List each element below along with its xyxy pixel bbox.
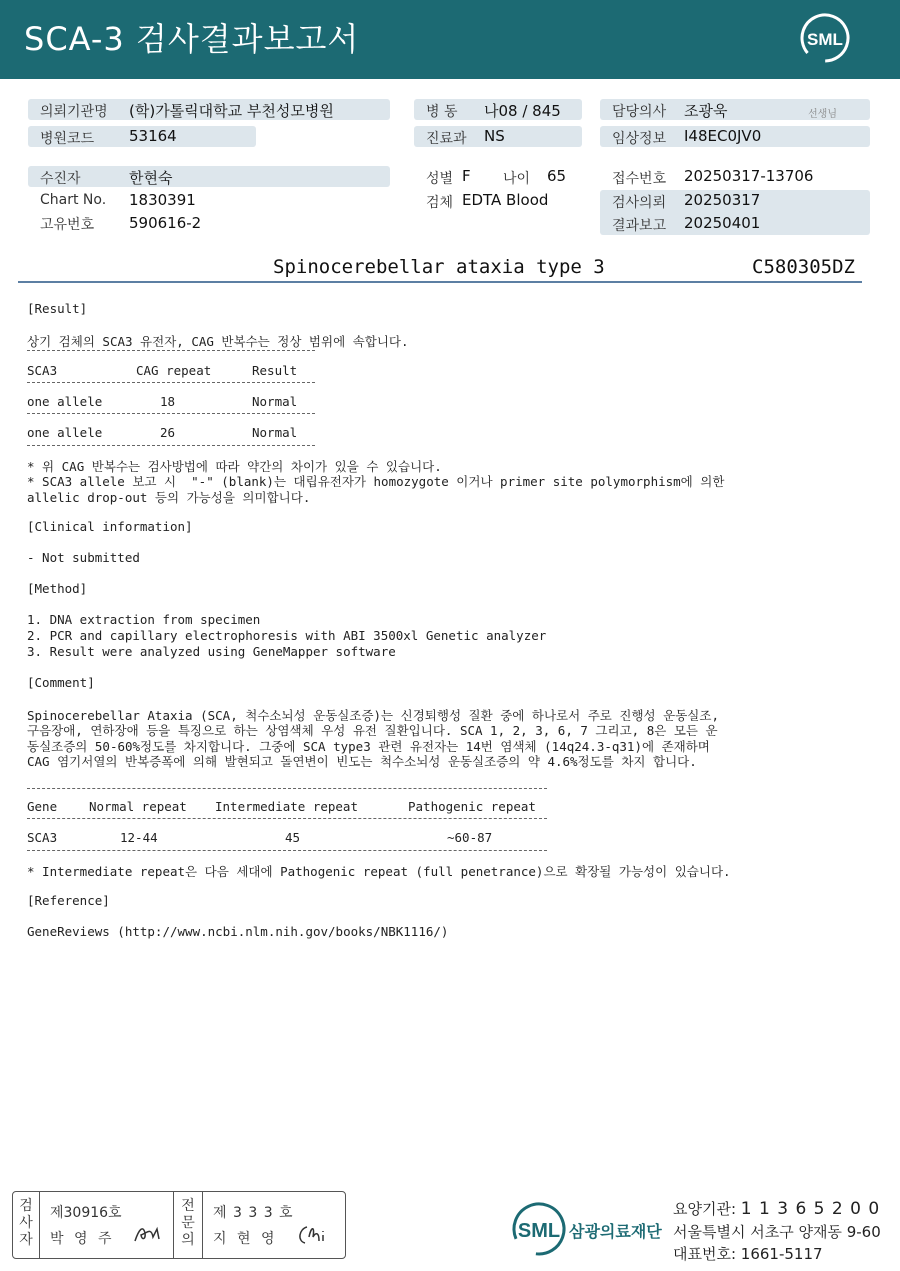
org-code-label: 요양기관:: [673, 1200, 737, 1218]
svg-text:SML: SML: [807, 30, 843, 49]
chart-value: 1830391: [129, 191, 196, 209]
patient-label: 수진자: [40, 171, 81, 187]
specialist-license: 제 3 3 3 호: [213, 1205, 294, 1221]
sml-logo-icon: [799, 12, 851, 64]
method-heading: [Method]: [27, 581, 88, 596]
table-divider: [27, 818, 547, 819]
report-header: [0, 0, 900, 79]
table-divider: [27, 382, 315, 383]
table-cell: 18: [160, 394, 176, 409]
org-name: 삼광의료재단: [569, 1222, 662, 1241]
comment-line: Spinocerebellar Ataxia (SCA, 척수소뇌성 운동실조증)는 신경퇴행성 질환 중에 하나로서 주로 진행성 운동실조,: [27, 708, 719, 723]
method-item: 3. Result were analyzed using GeneMapper software: [27, 644, 396, 659]
comment-line: 구음장애, 연하장애 등을 특징으로 하는 상염색체 우성 유전 질환입니다. SCA 1, 2, 3, 6, 7 그리고, 8은 모든 운: [27, 723, 718, 738]
table-cell: 45: [285, 830, 301, 845]
org-code-line: [673, 1198, 880, 1219]
examiner-label: 검사자: [19, 1198, 33, 1248]
report-value: 20250401: [684, 214, 761, 232]
institution-label: 의뢰기관명: [40, 104, 108, 120]
age-label: 나이: [503, 171, 531, 187]
dept-value: NS: [484, 127, 505, 145]
table-cell: 26: [160, 425, 176, 440]
request-value: 20250317: [684, 191, 761, 209]
test-name: Spinocerebellar ataxia type 3: [273, 256, 605, 278]
title-rule: [18, 281, 862, 283]
note-2b: allelic drop-out 등의 가능성을 의미합니다.: [27, 490, 311, 505]
table-row: one allele: [27, 394, 103, 409]
svg-text:SML: SML: [517, 1220, 561, 1242]
method-item: 1. DNA extraction from specimen: [27, 612, 261, 627]
accession-value: 20250317-13706: [684, 167, 814, 185]
report-label: 결과보고: [612, 218, 667, 234]
accession-label: 접수번호: [612, 171, 667, 187]
gene-col-normal: Normal repeat: [89, 799, 187, 814]
request-label: 검사의뢰: [612, 195, 667, 211]
org-phone-label: 대표번호:: [673, 1245, 737, 1263]
clinical-label: 임상정보: [612, 131, 667, 147]
note-1: * 위 CAG 반복수는 검사방법에 따라 약간의 차이가 있을 수 있습니다.: [27, 459, 442, 474]
divider: [202, 1192, 203, 1258]
comment-line: 동실조증의 50-60%정도를 차지합니다. 그중에 SCA type3 관련 유전자는 14번 염색체 (14q24.3-q31)에 존재하며: [27, 739, 710, 754]
table-divider: [27, 350, 315, 351]
reference-heading: [Reference]: [27, 893, 110, 908]
gene-col-intermediate: Intermediate repeat: [215, 799, 358, 814]
table-cell: Normal: [252, 394, 298, 409]
divider: [173, 1192, 174, 1258]
sex-value: F: [462, 167, 471, 185]
gene-col-pathogenic: Pathogenic repeat: [408, 799, 536, 814]
comment-heading: [Comment]: [27, 675, 95, 690]
ward-value: 나08 / 845: [484, 102, 561, 120]
clinical-text: - Not submitted: [27, 550, 140, 565]
doctor-suffix: 선생님: [808, 109, 837, 120]
table-divider: [27, 788, 547, 789]
report-title: SCA-3 검사결과보고서: [24, 20, 360, 58]
patient-value: 한현숙: [129, 169, 173, 187]
org-phone-line: [673, 1243, 823, 1264]
comment-line: CAG 염기서열의 반복증폭에 의해 발현되고 돌연변이 빈도는 척수소뇌성 운동실조증의 약 4.6%정도를 차지 합니다.: [27, 754, 697, 769]
table-cell: Normal: [252, 425, 298, 440]
org-address: 서울특별시 서초구 양재동 9-60: [673, 1223, 881, 1241]
result-heading: [Result]: [27, 301, 88, 316]
signature-box: [12, 1191, 346, 1259]
doctor-value: 조광욱: [684, 102, 728, 120]
examiner-license: 제30916호: [50, 1205, 122, 1221]
table-row: SCA3: [27, 830, 58, 845]
ward-label: 병 동: [426, 104, 458, 120]
specimen-label: 검체: [426, 195, 454, 211]
id-label: 고유번호: [40, 217, 95, 233]
dept-label: 진료과: [426, 131, 467, 147]
table-divider: [27, 413, 315, 414]
result-col-sca3: SCA3: [27, 363, 58, 378]
examiner-name: 박 영 주: [50, 1231, 115, 1247]
table-divider: [27, 850, 547, 851]
result-col-result: Result: [252, 363, 298, 378]
patient-field: [28, 166, 390, 187]
table-cell: ~60-87: [447, 830, 493, 845]
note-3: * Intermediate repeat은 다음 세대에 Pathogenic repeat (full penetrance)으로 확장될 가능성이 있습니다.: [27, 864, 731, 879]
gene-col-gene: Gene: [27, 799, 58, 814]
hospital-code-label: 병원코드: [40, 131, 95, 147]
org-phone: 1661-5117: [740, 1245, 823, 1263]
age-value: 65: [547, 167, 567, 185]
reference-text: GeneReviews (http://www.ncbi.nlm.nih.gov/books/NBK1116/): [27, 924, 449, 939]
sml-org-logo-icon: [510, 1200, 568, 1258]
result-sentence: 상기 검체의 SCA3 유전자, CAG 반복수는 정상 범위에 속합니다.: [27, 334, 409, 349]
clinical-value: I48EC0JV0: [684, 127, 762, 145]
result-col-cag: CAG repeat: [136, 363, 212, 378]
divider: [39, 1192, 40, 1258]
note-2a: * SCA3 allele 보고 시 "-" (blank)는 대립유전자가 homozygote 이거나 primer site polymorphism에 의한: [27, 474, 725, 489]
org-code: 1 1 3 6 5 2 0 0: [740, 1199, 881, 1219]
test-code: C580305DZ: [752, 256, 855, 278]
id-value: 590616-2: [129, 214, 202, 232]
table-divider: [27, 445, 315, 446]
table-cell: 12-44: [120, 830, 158, 845]
specialist-name: 지 현 영: [213, 1231, 278, 1247]
doctor-label: 담당의사: [612, 104, 667, 120]
clinical-heading: [Clinical information]: [27, 519, 193, 534]
specimen-value: EDTA Blood: [462, 191, 549, 209]
examiner-signature: [133, 1223, 163, 1250]
specialist-label: 전문의: [181, 1198, 195, 1248]
sex-label: 성별: [426, 171, 454, 187]
institution-value: (학)가톨릭대학교 부천성모병원: [129, 102, 334, 120]
hospital-code-value: 53164: [129, 127, 177, 145]
chart-label: Chart No.: [40, 192, 107, 208]
specialist-signature: [295, 1223, 329, 1252]
method-item: 2. PCR and capillary electrophoresis with ABI 3500xl Genetic analyzer: [27, 628, 547, 643]
table-row: one allele: [27, 425, 103, 440]
